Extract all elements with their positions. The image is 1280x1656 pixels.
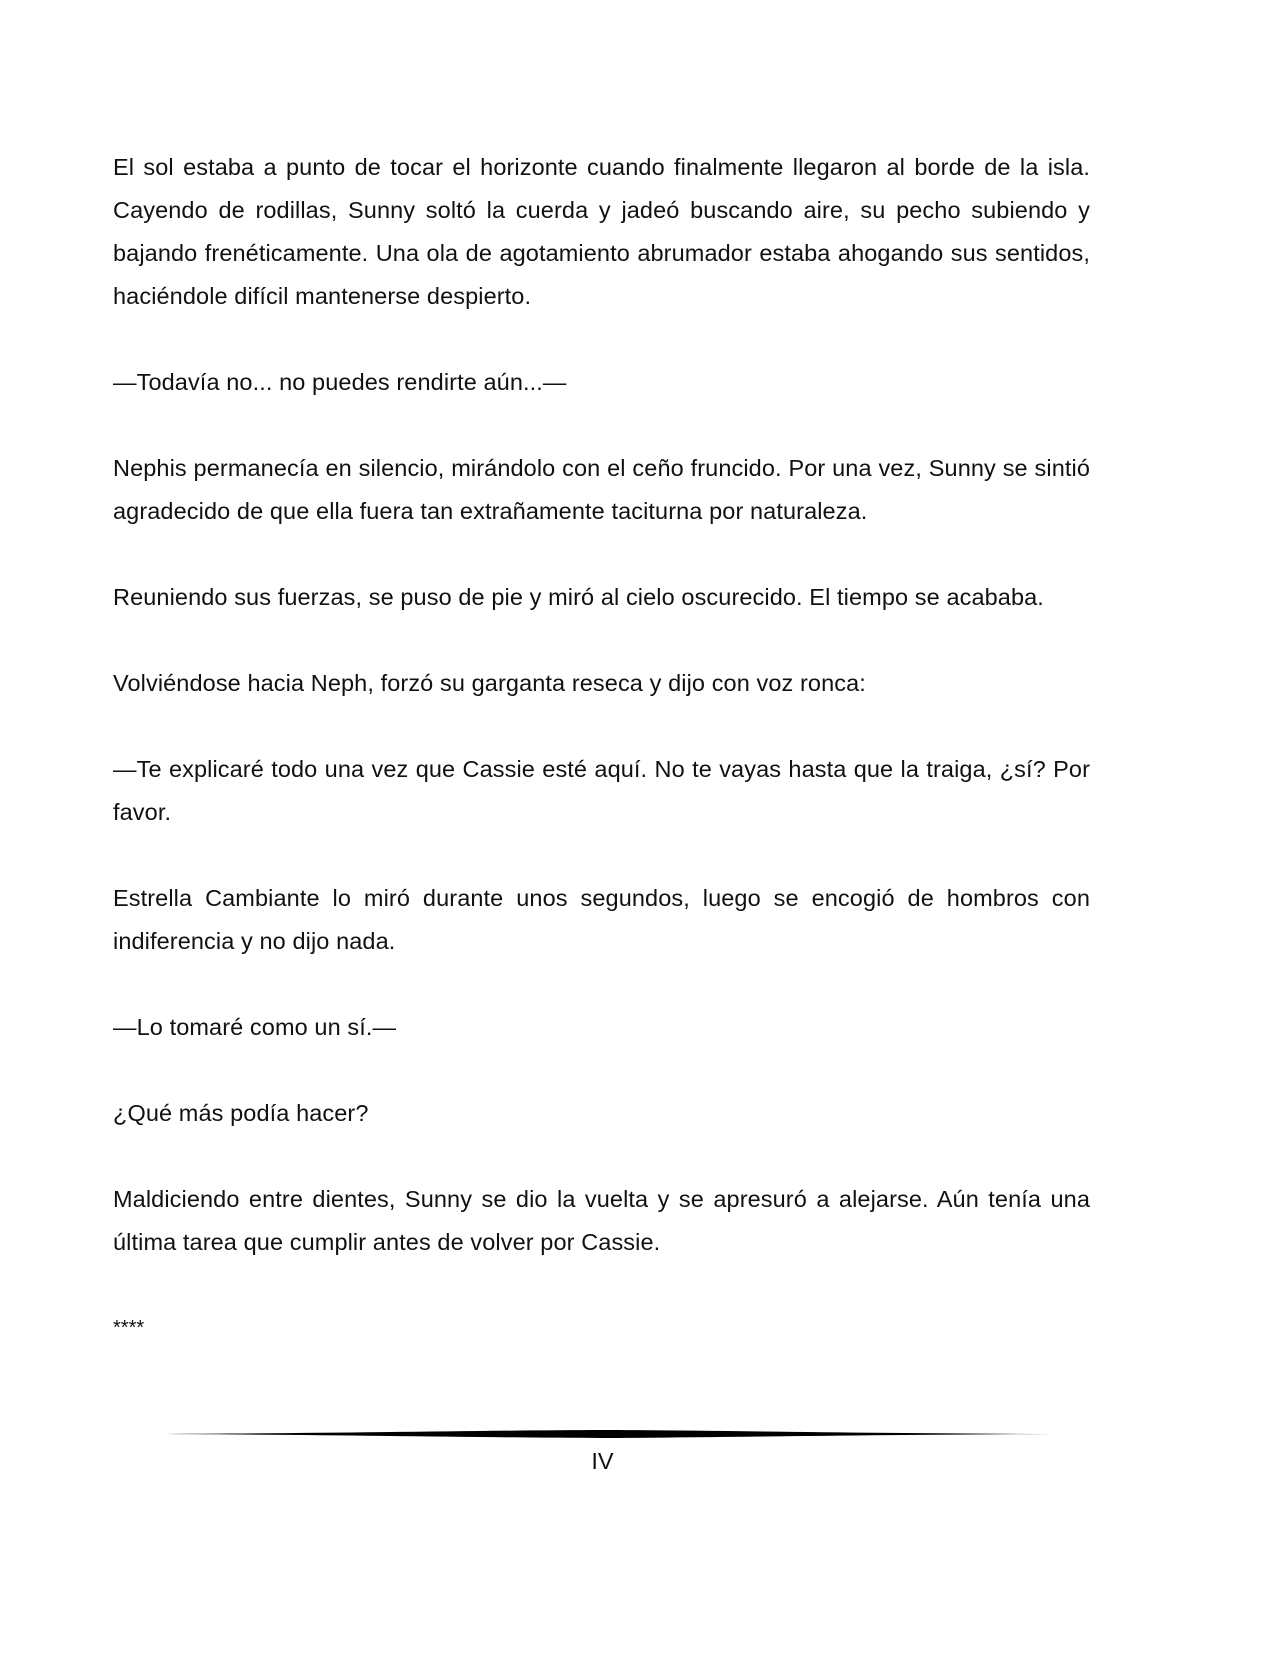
page-number: IV bbox=[591, 1448, 614, 1474]
paragraph-7: Estrella Cambiante lo miró durante unos segundos, luego se encogió de hombros con indiferencia y no dijo nada. bbox=[113, 885, 1090, 954]
page-body bbox=[113, 146, 1090, 1350]
paragraph-2: —Todavía no... no puedes rendirte aún...— bbox=[113, 369, 567, 395]
paragraph-1: El sol estaba a punto de tocar el horizonte cuando finalmente llegaron al borde de la isla. Cayendo de rodillas, Sunny soltó la cuerda y jadeó buscando aire, su pecho subiendo y bajando frenéticamente. Una ola de agotamiento abrumador estaba ahogando sus sentidos, haciéndole difícil mantenerse despierto. bbox=[113, 154, 1090, 309]
paragraph-10: Maldiciendo entre dientes, Sunny se dio la vuelta y se apresuró a alejarse. Aún tenía una última tarea que cumplir antes de volver por Cassie. bbox=[113, 1186, 1090, 1255]
paragraph-3: Nephis permanecía en silencio, mirándolo con el ceño fruncido. Por una vez, Sunny se sintió agradecido de que ella fuera tan extrañamente taciturna por naturaleza. bbox=[113, 455, 1090, 524]
paragraph-6: —Te explicaré todo una vez que Cassie esté aquí. No te vayas hasta que la traiga, ¿sí? Por favor. bbox=[113, 756, 1090, 825]
paragraph-9: ¿Qué más podía hacer? bbox=[113, 1100, 369, 1126]
paragraph-5: Volviéndose hacia Neph, forzó su garganta reseca y dijo con voz ronca: bbox=[113, 670, 866, 696]
paragraph-4: Reuniendo sus fuerzas, se puso de pie y miró al cielo oscurecido. El tiempo se acababa. bbox=[113, 584, 1044, 610]
footer-divider bbox=[151, 1428, 1053, 1440]
scene-break: **** bbox=[113, 1317, 145, 1339]
paragraph-8: —Lo tomaré como un sí.— bbox=[113, 1014, 397, 1040]
